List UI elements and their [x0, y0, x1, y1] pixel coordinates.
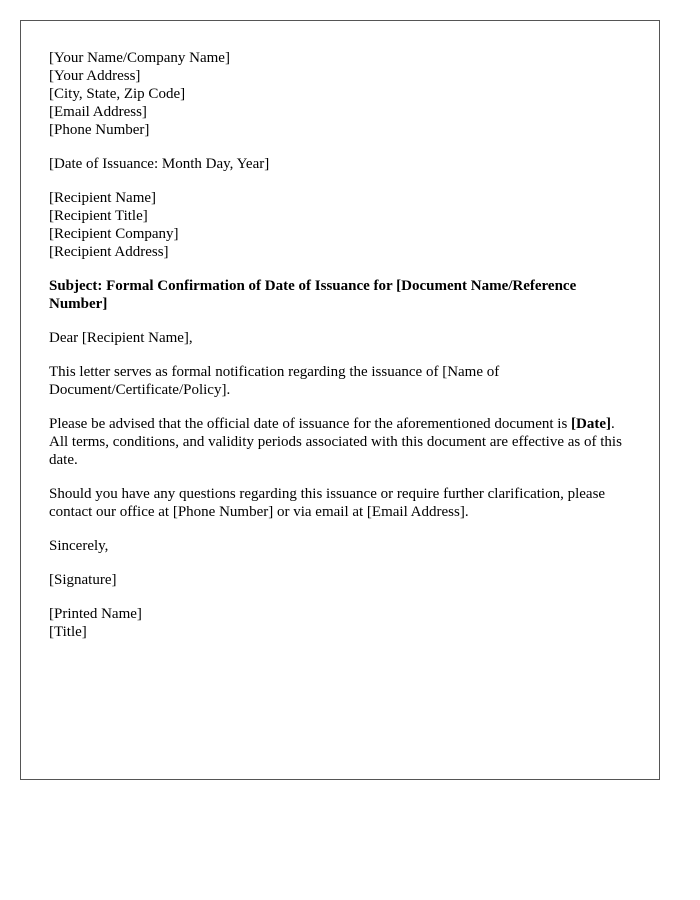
recipient-block	[49, 189, 631, 261]
signature: [Signature]	[49, 572, 117, 588]
recipient-name: [Recipient Name]	[49, 190, 157, 206]
signoff-block	[49, 605, 631, 641]
subject-line: Subject: Formal Confirmation of Date of Issuance for [Document Name/Reference Number]	[49, 278, 577, 312]
sender-name: [Your Name/Company Name]	[49, 50, 230, 66]
body-paragraph-1: This letter serves as formal notification regarding the issuance of [Name of Document/Certificate/Policy].	[49, 364, 500, 398]
issuance-date-placeholder: [Date]	[571, 416, 612, 432]
sender-phone: [Phone Number]	[49, 122, 150, 138]
sender-block	[49, 49, 631, 139]
closing: Sincerely,	[49, 538, 109, 554]
signer-title: [Title]	[49, 624, 87, 640]
salutation: Dear [Recipient Name],	[49, 330, 193, 346]
date-block	[49, 155, 631, 173]
recipient-company: [Recipient Company]	[49, 226, 179, 242]
recipient-title: [Recipient Title]	[49, 208, 148, 224]
printed-name: [Printed Name]	[49, 606, 142, 622]
body-paragraph-3: Should you have any questions regarding this issuance or require further clarification, please contact our office at [Phone Number] or via email at [Email Address].	[49, 486, 606, 520]
body-paragraph-2-tail: . All terms, conditions, and validity periods associated with this document are effective as of this date.	[49, 416, 622, 468]
sender-email: [Email Address]	[49, 104, 147, 120]
recipient-address: [Recipient Address]	[49, 244, 169, 260]
body-paragraph-2	[49, 415, 631, 469]
sender-address: [Your Address]	[49, 68, 141, 84]
body-paragraph-2-lead: Please be advised that the official date of issuance for the aforementioned document is	[49, 416, 572, 432]
sender-city-state-zip: [City, State, Zip Code]	[49, 86, 186, 102]
letter-page	[20, 20, 660, 780]
issuance-date: [Date of Issuance: Month Day, Year]	[49, 156, 270, 172]
